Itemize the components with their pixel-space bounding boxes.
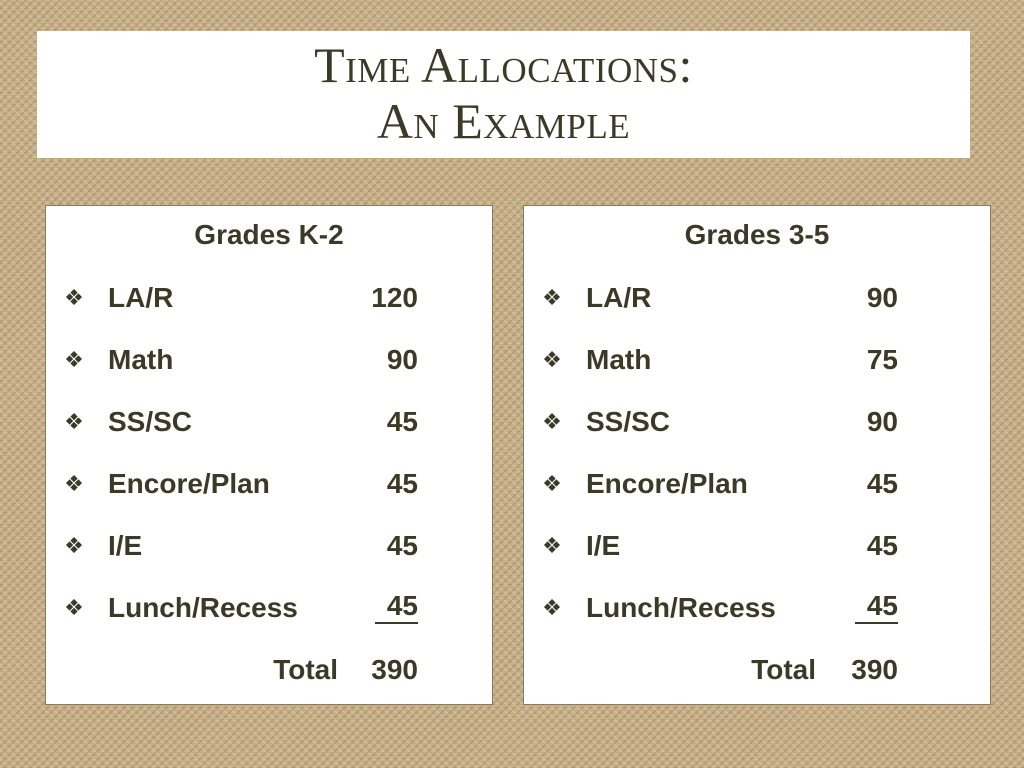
diamond-bullet-icon: ❖ (542, 533, 562, 558)
list-item (524, 342, 990, 378)
minutes-value: 45 (386, 530, 418, 561)
total-value: 390 (371, 654, 418, 685)
subject-label: Lunch/Recess (586, 592, 776, 623)
minutes-value: 90 (386, 344, 418, 375)
minutes-value: 120 (371, 282, 418, 313)
list-item (524, 466, 990, 502)
minutes-value: 45 (386, 406, 418, 437)
panel-grades-3-5 (523, 205, 991, 705)
slide-title-box (37, 31, 970, 158)
total-row (46, 652, 492, 688)
diamond-bullet-icon: ❖ (542, 471, 562, 496)
diamond-bullet-icon: ❖ (64, 595, 84, 620)
diamond-bullet-icon: ❖ (64, 409, 84, 434)
total-label: Total (751, 654, 816, 685)
panel-grades-k2 (45, 205, 493, 705)
diamond-bullet-icon: ❖ (64, 533, 84, 558)
minutes-value: 75 (866, 344, 898, 375)
list-item (524, 528, 990, 564)
panel-heading: Grades K-2 (194, 219, 344, 250)
list-item (46, 404, 492, 440)
subject-label: SS/SC (586, 406, 671, 437)
minutes-value: 45 (866, 530, 898, 561)
subject-label: Lunch/Recess (108, 592, 298, 623)
minutes-value: 90 (866, 406, 898, 437)
slide-title-line-1: Time Allocations: (314, 37, 693, 93)
minutes-value: 90 (866, 282, 898, 313)
list-item (46, 280, 492, 316)
subject-label: Encore/Plan (108, 468, 270, 499)
diamond-bullet-icon: ❖ (542, 409, 562, 434)
subject-label: I/E (586, 530, 621, 561)
subject-label: Math (108, 344, 174, 375)
list-item (524, 280, 990, 316)
subject-label: Math (586, 344, 652, 375)
total-row (524, 652, 990, 688)
subject-label: I/E (108, 530, 143, 561)
total-label: Total (273, 654, 338, 685)
minutes-value: 45 (866, 468, 898, 499)
list-item (524, 404, 990, 440)
total-value: 390 (851, 654, 898, 685)
subject-label: LA/R (108, 282, 174, 313)
subject-label: SS/SC (108, 406, 193, 437)
subject-label: LA/R (586, 282, 652, 313)
list-item (524, 590, 990, 626)
list-item (46, 528, 492, 564)
diamond-bullet-icon: ❖ (64, 471, 84, 496)
list-item (46, 590, 492, 626)
diamond-bullet-icon: ❖ (542, 347, 562, 372)
diamond-bullet-icon: ❖ (542, 285, 562, 310)
minutes-value: 45 (855, 590, 898, 624)
slide-title-line-2: An Example (376, 93, 631, 149)
diamond-bullet-icon: ❖ (64, 285, 84, 310)
diamond-bullet-icon: ❖ (64, 347, 84, 372)
list-item (46, 466, 492, 502)
minutes-value: 45 (375, 590, 418, 624)
subject-label: Encore/Plan (586, 468, 748, 499)
minutes-value: 45 (386, 468, 418, 499)
diamond-bullet-icon: ❖ (542, 595, 562, 620)
panel-heading: Grades 3-5 (684, 219, 830, 250)
list-item (46, 342, 492, 378)
